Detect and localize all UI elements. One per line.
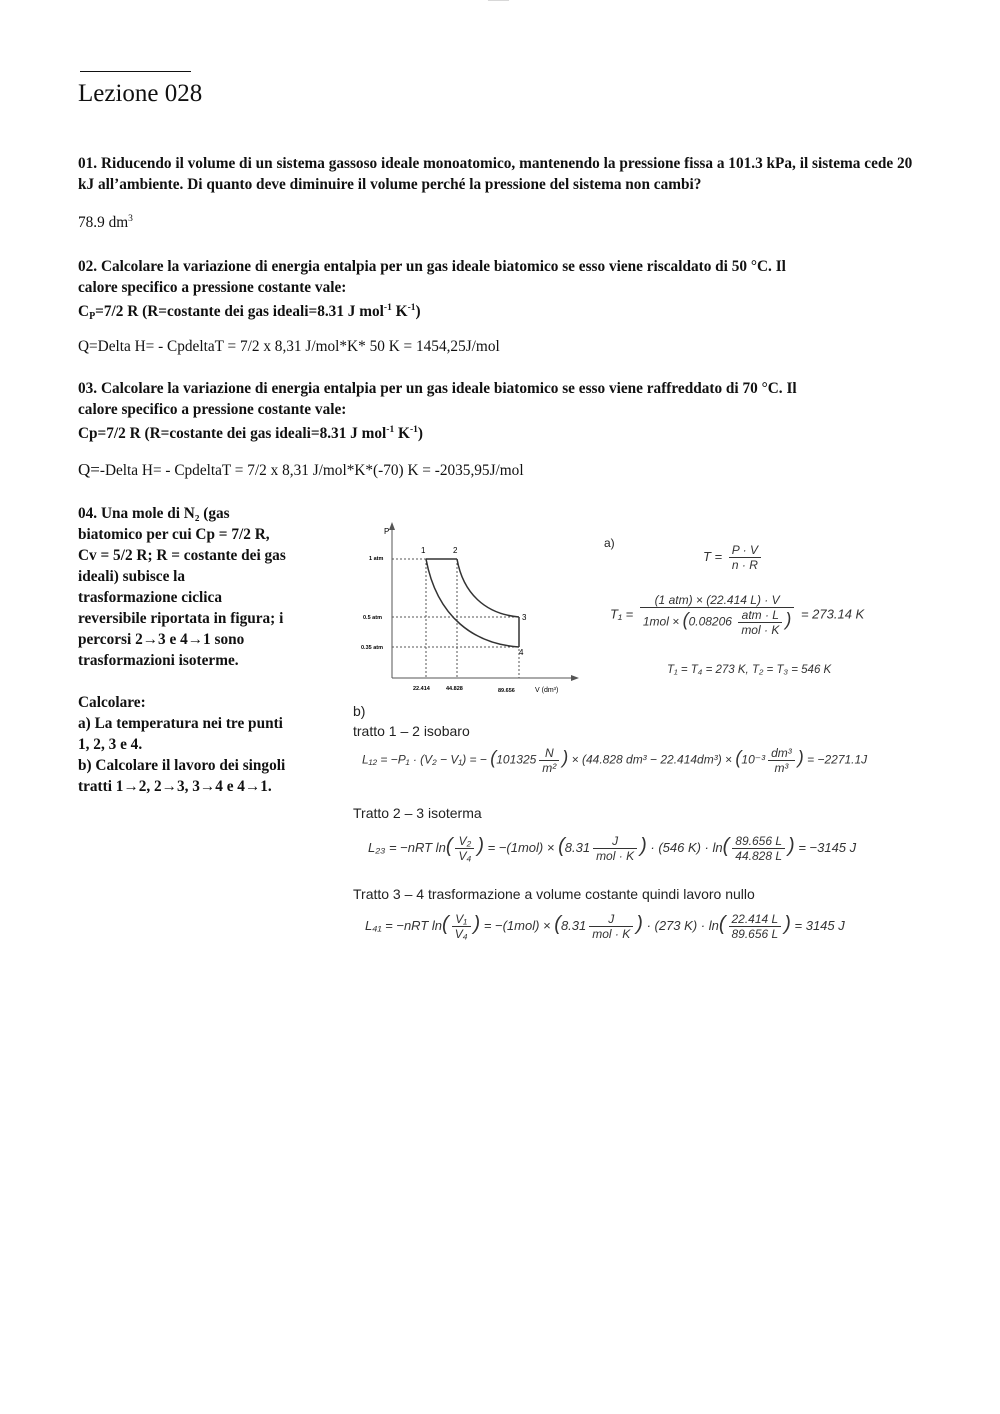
eq-t1-den-mol: 1mol × [642, 614, 680, 629]
eq-l12-conv: 10⁻³ [741, 752, 766, 767]
eq-l41-temp: · (273 K) · ln [646, 917, 719, 933]
question-02-line2: calore specifico a pressione costante vale: [78, 279, 347, 296]
eq-t1-den-unit-den: mol · K [741, 623, 780, 637]
part-b-label: b) [353, 703, 366, 719]
eq-l41-vratio [452, 912, 471, 941]
eq-t-num: P · V [729, 543, 761, 558]
eq-l12-m2: m² [542, 761, 557, 775]
eq-t1-num: (1 atm) × (22.414 L) · V [640, 593, 794, 608]
eq-l41: L₄₁ = −nRT ln( $\frac{\text{V₁}}{\text{V₄}}$ ) = −(1mol) × (8.31 $\frac{J}{\text{mol · K}}$ ) · (273 K) · ln( $\frac{22.414 L}{89.656 L}$ ) = 3145 J [365, 912, 845, 941]
tratto-12-label: tratto 1 – 2 isobaro [353, 723, 470, 739]
q3-sup1: -1 [386, 425, 395, 435]
eq-l23-l3: 89.656 L [732, 834, 785, 849]
p-tick: 0.5 atm [363, 615, 382, 621]
p-axis-arrow [389, 522, 395, 530]
question-02-line3 [78, 298, 938, 327]
q4-calc-line: tratti 1→2, 2→3, 3→4 e 4→1. [78, 778, 272, 795]
eq-t1-lhs: T₁ = [610, 606, 634, 622]
question-04 [78, 503, 318, 797]
eq-t1-den-r: 0.08206 [688, 614, 732, 629]
eq-l41-r-unit [589, 912, 633, 941]
eq-l23-j: J [593, 834, 637, 849]
eq-l41-result: = 3145 J [794, 917, 845, 933]
eq-l23-temp: · (546 K) · ln [650, 839, 723, 855]
point-label: 3 [522, 613, 527, 622]
tratto-23-label: Tratto 2 – 3 isoterma [353, 805, 482, 821]
answer-01 [78, 214, 133, 232]
v-tick: 44.828 [446, 686, 463, 692]
v-tick: 89.656 [498, 688, 515, 694]
eq-l23-lratio [732, 834, 785, 863]
answer-03 [78, 460, 524, 480]
question-03 [78, 378, 938, 444]
q3-sup2: -1 [409, 425, 418, 435]
question-03-line3 [78, 420, 938, 444]
eq-t-fraction [729, 543, 761, 572]
eq-l12-result: = −2271.1J [807, 752, 868, 767]
eq-t1 [610, 593, 864, 637]
eq-l41-l4: 89.656 L [731, 927, 779, 941]
answer-01-exponent: 3 [128, 214, 133, 224]
question-02 [78, 256, 938, 327]
q3-formula: Cp=7/2 R (R=costante dei gas ideali=8.31 J mol [78, 425, 387, 442]
p-tick: 0.35 atm [361, 645, 384, 651]
q2-cp-subscript: P [89, 311, 96, 322]
q4-line: reversibile riportata in figura; i [78, 610, 284, 627]
eq-l12: L₁₂ = −P₁ · (V₂ − V₁) = − (101325 $\frac{N}{\text{m²}}$ ) × (44.828 dm³ − 22.414dm³) × (10⁻³ $\frac{\text{dm³}}{\text{m³}}$ ) = −2271.1J [362, 746, 868, 775]
eq-l12-lhs: L₁₂ = −P₁ · (V₂ − V₁) = − [362, 752, 487, 767]
q4-calc-line: b) Calcolare il lavoro dei singoli [78, 757, 286, 774]
path-4-1 [426, 559, 519, 647]
title-rule [80, 71, 191, 72]
eq-l41-v4: V₄ [454, 927, 468, 941]
q4-line: 04. Una mole di N₂ (gas [78, 505, 230, 522]
q4-calc-line: Calcolare: [78, 694, 146, 711]
point-label: 1 [421, 546, 426, 555]
eq-t1-fraction [640, 593, 794, 637]
axis-v-label: V (dm³) [535, 687, 559, 694]
v-axis-arrow [571, 675, 579, 681]
q2-formula: =7/2 R (R=costante dei gas ideali=8.31 J mol [95, 303, 384, 320]
answer-01-value: 78.9 dm [78, 214, 129, 231]
eq-t-den: n · R [731, 558, 758, 572]
question-03-line2: calore specifico a pressione costante vale: [78, 401, 347, 418]
eq-t1-den-unit [738, 608, 782, 637]
eq-l12-pressure: 101325 [496, 752, 537, 767]
page-title: Lezione 028 [78, 80, 203, 107]
eq-l23-r-unit [593, 834, 637, 863]
question-02-line1: 02. Calcolare la variazione di energia entalpia per un gas ideale biatomico se esso viene riscaldato di 50 °C. Il [78, 258, 786, 275]
q3-kelvin: K [394, 425, 410, 442]
q4-calc-line: 1, 2, 3 e 4. [78, 736, 143, 753]
answer-02: Q=Delta H= - CpdeltaT = 7/2 x 8,31 J/mol*K* 50 K = 1454,25J/mol [78, 338, 500, 355]
q3-close-paren: ) [417, 425, 423, 442]
q4-line: percorsi 2→3 e 4→1 sono [78, 631, 245, 648]
q4-line: ideali) subisce la [78, 568, 186, 585]
point-label: 2 [453, 546, 458, 555]
q4-line: Cv = 5/2 R; R = costante dei gas [78, 547, 286, 564]
eq-l41-j: J [589, 912, 633, 927]
eq-l23-v4: V₄ [458, 849, 472, 863]
eq-l12-n: N [539, 746, 559, 761]
answer-03-text: -Delta H= - CpdeltaT = 7/2 x 8,31 J/mol*K*(-70) K = -2035,95J/mol [99, 462, 524, 479]
eq-l41-molk: mol · K [592, 927, 631, 941]
eq-l23-r: 8.31 [564, 839, 591, 855]
eq-l12-pressure-unit [539, 746, 559, 775]
question-01: 01. Riducendo il volume di un sistema gassoso ideale monoatomico, mantenendo la pressione fissa a 101.3 kPa, il sistema cede 20 kJ all’ambiente. Di quanto deve diminuire il volume perché la pressione del sistema non cambi? [78, 155, 913, 193]
q2-cp-symbol: C [78, 303, 90, 320]
eq-l23-molk: mol · K [596, 849, 635, 863]
eq-t1-den: 1mol × (0.08206 $\frac{\text{atm · L}}{\text{mol · K}}$ ) [642, 608, 792, 637]
q2-sup1: -1 [383, 303, 392, 313]
eq-l41-lhs: L₄₁ = −nRT ln [365, 917, 443, 933]
answer-03-prefix: Q= [78, 460, 100, 479]
pv-diagram [355, 518, 585, 698]
point-label: 4 [519, 648, 524, 657]
eq-l12-conv-unit [768, 746, 795, 775]
q4-line: trasformazioni isoterme. [78, 652, 239, 669]
q4-calc-line: a) La temperatura nei tre punti [78, 715, 283, 732]
tratto-34-label: Tratto 3 – 4 trasformazione a volume costante quindi lavoro nullo [353, 886, 755, 902]
eq-l41-r: 8.31 [560, 917, 587, 933]
p-tick: 1 atm [369, 556, 384, 562]
eq-l23-v2: V₂ [455, 834, 474, 849]
eq-t-lhs: T = [703, 548, 723, 564]
q2-kelvin: K [391, 303, 408, 320]
q2-sup2: -1 [407, 303, 416, 313]
axis-p-label: P [384, 527, 390, 536]
part-a-label: a) [604, 536, 615, 550]
q2-close-paren: ) [415, 303, 421, 320]
v-tick: 22.414 [413, 686, 430, 692]
eq-l23-l2: 44.828 L [735, 849, 783, 863]
eq-l23-mol: = −(1mol) × [487, 839, 555, 855]
eq-t1-result: = 273.14 K [800, 606, 865, 622]
header-mark: ——— [488, 0, 509, 4]
eq-l12-volumes: × (44.828 dm³ − 22.414dm³) × [571, 752, 733, 767]
eq-l12-m3: m³ [774, 761, 789, 775]
q4-line: trasformazione ciclica [78, 589, 222, 606]
eq-l23-result: = −3145 J [798, 839, 857, 855]
eq-l23: L₂₃ = −nRT ln( $\frac{\text{V₂}}{\text{V₄}}$ ) = −(1mol) × (8.31 $\frac{J}{\text{mol · K}}$ ) · (546 K) · ln( $\frac{89.656 L}{44.828 L}$ ) = −3145 J [368, 834, 857, 863]
question-03-line1: 03. Calcolare la variazione di energia entalpia per un gas ideale biatomico se esso viene raffreddato di 70 °C. Il [78, 380, 797, 397]
eq-t1-den-unit-num: atm · L [738, 608, 782, 623]
eq-l41-mol: = −(1mol) × [483, 917, 551, 933]
eq-temperature [703, 543, 764, 572]
eq-l23-lhs: L₂₃ = −nRT ln [368, 839, 446, 855]
eq-l41-l1: 22.414 L [729, 912, 782, 927]
path-2-3 [457, 559, 519, 617]
eq-l41-lratio [729, 912, 782, 941]
q4-line: biatomico per cui Cp = 7/2 R, [78, 526, 270, 543]
eq-temps-result: T₁ = T₄ = 273 K, T₂ = T₃ = 546 K [667, 664, 832, 676]
eq-l23-vratio [455, 834, 474, 863]
eq-l12-dm3: dm³ [768, 746, 795, 761]
eq-l41-v1: V₁ [452, 912, 471, 927]
